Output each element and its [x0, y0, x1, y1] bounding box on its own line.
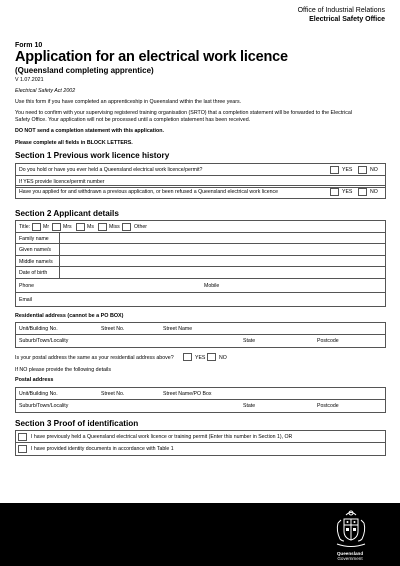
residential-street-row[interactable]	[16, 323, 385, 335]
section-3-heading: Section 3 Proof of identification	[15, 419, 139, 428]
office-name: Electrical Safety Office	[309, 16, 385, 23]
id-option-1-text: I have previously held a Queensland electrical work licence or training permit (Enter this number in Section 1), OR	[31, 434, 293, 440]
gov-line-2: Government	[337, 556, 363, 561]
org-name: Office of Industrial Relations	[297, 7, 385, 14]
section-1-table-2	[15, 185, 386, 199]
residential-suburb-row[interactable]	[16, 335, 385, 347]
middle-names-label: Middle name/s	[19, 258, 53, 265]
postal-postcode-label: Postcode	[317, 403, 339, 409]
postal-same-no-label: NO	[219, 355, 227, 361]
identification-table	[15, 430, 386, 456]
mobile-label: Mobile	[204, 282, 220, 289]
title-other-checkbox[interactable]	[122, 223, 131, 231]
postal-suburb-label: Suburb/Town/Locality	[19, 403, 69, 409]
section-2-heading: Section 2 Applicant details	[15, 209, 119, 218]
email-label: Email	[19, 296, 32, 303]
q2-yes-checkbox[interactable]	[330, 188, 339, 196]
title-label: Title:	[19, 224, 31, 230]
phone-row[interactable]	[16, 279, 385, 293]
residential-state-label: State	[243, 338, 256, 344]
q2-no-label: NO	[370, 189, 378, 195]
intro-text-2b: Safety Office. Your application will not be processed until a completion statement has been received.	[15, 117, 251, 123]
residential-postcode-label: Postcode	[317, 338, 339, 344]
postal-same-question: Is your postal address the same as your residential address above?	[15, 355, 174, 361]
title-mr-checkbox[interactable]	[32, 223, 41, 231]
postal-same-yes-checkbox[interactable]	[183, 353, 192, 361]
queensland-crest-icon	[334, 509, 368, 551]
government-wordmark	[330, 551, 370, 561]
intro-text-1: Use this form if you have completed an apprenticeship in Queensland within the last three years.	[15, 99, 242, 105]
postal-unit-label: Unit/Building No.	[19, 391, 58, 397]
title-other-label: Other	[134, 224, 147, 230]
date-of-birth-label: Date of birth	[19, 270, 48, 276]
residential-street-no-label: Street No.	[101, 326, 125, 332]
postal-street-row[interactable]	[16, 388, 385, 400]
id-option-2-checkbox[interactable]	[18, 445, 27, 453]
warning-text: DO NOT send a completion statement with this application.	[15, 128, 164, 134]
residential-suburb-label: Suburb/Town/Locality	[19, 338, 69, 344]
title-mr-label: Mr	[43, 224, 50, 230]
licence-number-label: If YES provide licence/permit number	[19, 178, 105, 185]
residential-street-name-label: Street Name	[163, 326, 193, 332]
instruction-text: Please complete all fields in BLOCK LETTERS.	[15, 140, 133, 146]
postal-address-heading: Postal address	[15, 377, 54, 383]
phone-label: Phone	[19, 282, 35, 289]
title-miss-checkbox[interactable]	[98, 223, 107, 231]
postal-street-no-label: Street No.	[101, 391, 125, 397]
title-mrs-label: Mrs	[63, 224, 72, 230]
section-1-heading: Section 1 Previous work licence history	[15, 151, 170, 160]
q2-text: Have you applied for and withdrawn a previous application, or been refused a Queensland electrical work licence	[19, 189, 278, 195]
act-reference: Electrical Safety Act 2002	[15, 88, 76, 94]
title-ms-label: Ms	[87, 224, 94, 230]
postal-state-label: State	[243, 403, 256, 409]
residential-unit-label: Unit/Building No.	[19, 326, 58, 332]
postal-suburb-row[interactable]	[16, 400, 385, 412]
family-name-row[interactable]	[16, 233, 385, 245]
form-version: V 1.07.2021	[15, 77, 44, 83]
title-miss-label: Miss	[109, 224, 120, 230]
q1-no-checkbox[interactable]	[358, 166, 367, 174]
given-names-label: Given name/s	[19, 247, 52, 253]
family-name-label: Family name	[19, 235, 49, 242]
org-header	[298, 6, 385, 24]
residential-address-heading: Residential address (cannot be a PO BOX)	[15, 313, 124, 319]
postal-same-no-checkbox[interactable]	[207, 353, 216, 361]
date-of-birth-row[interactable]	[16, 267, 385, 279]
applicant-details-table	[15, 220, 386, 307]
page-subtitle: (Queensland completing apprentice)	[15, 66, 154, 75]
footer-band	[0, 503, 400, 566]
middle-names-row[interactable]	[16, 256, 385, 268]
q1-row	[16, 164, 385, 176]
q1-text: Do you hold or have you ever held a Queensland electrical work licence/permit?	[19, 167, 203, 173]
title-row	[16, 221, 385, 233]
q2-yes-label: YES	[342, 189, 353, 195]
title-mrs-checkbox[interactable]	[52, 223, 61, 231]
intro-text-2a: You need to confirm with your supervising registered training organisation (SRTO) that a completion statement will be forwarded to the Electrical	[15, 110, 353, 116]
title-ms-checkbox[interactable]	[76, 223, 85, 231]
q2-row	[16, 186, 385, 198]
if-no-instruction: If NO please provide the following details	[15, 367, 111, 373]
postal-same-yes-label: YES	[195, 355, 206, 361]
postal-address-table	[15, 387, 386, 413]
given-names-row[interactable]	[16, 244, 385, 256]
form-number: Form 10	[15, 42, 43, 49]
q1-yes-label: YES	[342, 167, 353, 173]
postal-street-name-label: Street Name/PO Box	[163, 391, 212, 397]
residential-address-table	[15, 322, 386, 348]
q1-no-label: NO	[370, 167, 378, 173]
gov-line-1: Queensland	[336, 551, 364, 556]
q2-no-checkbox[interactable]	[358, 188, 367, 196]
id-option-2-row	[16, 443, 385, 455]
id-option-2-text: I have provided identity documents in accordance with Table 1	[31, 446, 174, 452]
id-option-1-row	[16, 431, 385, 443]
id-option-1-checkbox[interactable]	[18, 433, 27, 441]
page-title: Application for an electrical work licence	[15, 49, 288, 65]
email-row[interactable]	[16, 293, 385, 306]
q1-yes-checkbox[interactable]	[330, 166, 339, 174]
